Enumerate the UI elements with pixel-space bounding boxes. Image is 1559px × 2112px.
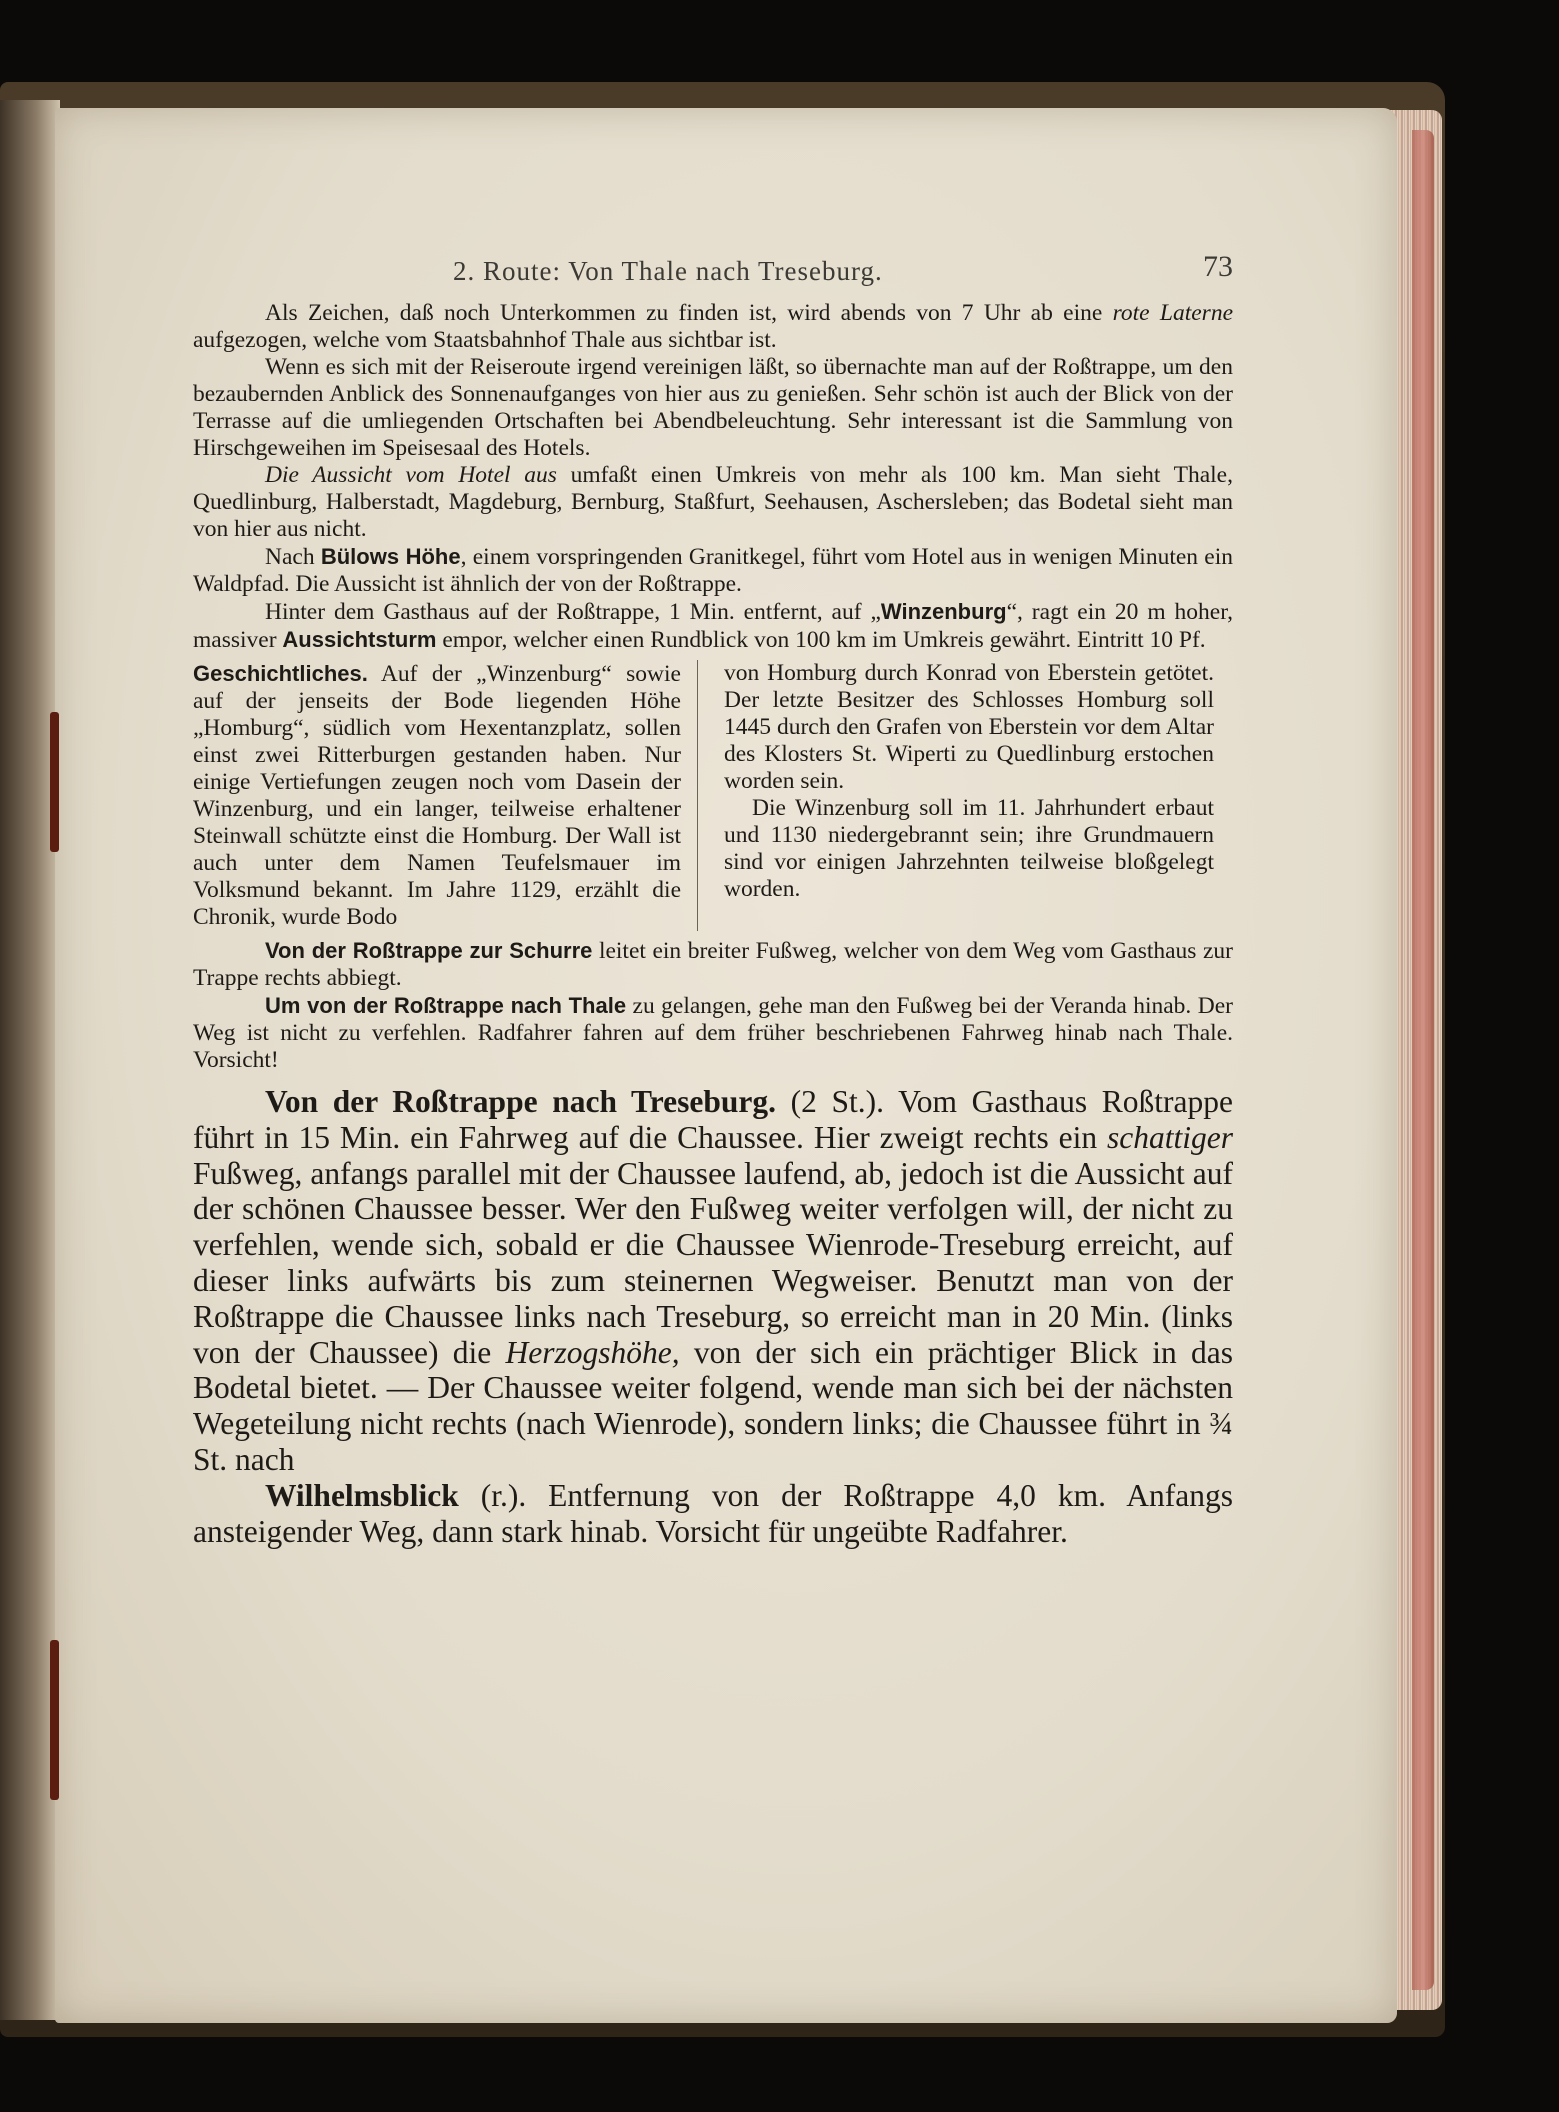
paragraph: Geschichtliches. Auf der „Winzenburg“ sowie auf der jenseits der Bode liegenden Höhe „Homburg“, südlich vom Hexentanzplatz, sollen einst zwei Ritterburgen gestanden haben. Nur einige Vertiefungen zeugen noch vom Dasein der Winzenburg, und ein langer, teilweise erhaltener Steinwall schützte einst die Homburg. Der Wall ist auch unter dem Namen Teufelsmauer im Volksmund bekannt. Im Jahre 1129, erzählt die Chronik, wurde Bodo xyxy=(193,661,681,930)
paragraph: Als Zeichen, daß noch Unterkommen zu finden ist, wird abends von 7 Uhr ab eine rote Laterne aufgezogen, welche vom Staatsbahnhof Thale aus sichtbar ist. xyxy=(193,300,1234,353)
running-header xyxy=(193,250,1233,300)
route-heading: Von der Roßtrappe nach Treseburg. xyxy=(265,1084,776,1119)
binding-thread-mark xyxy=(50,1640,59,1800)
history-left-column xyxy=(193,660,698,931)
route-section xyxy=(193,1084,1233,1549)
page-number: 73 xyxy=(1203,250,1233,283)
paragraph: Hinter dem Gasthaus auf der Roßtrappe, 1 Min. entfernt, auf „Winzenburg“, ragt ein 20 m hoher, massiver Aussichtsturm empor, welcher einen Rundblick von 100 km im Umkreis gewährt. Eintritt 10 Pf. xyxy=(193,599,1233,653)
running-title: 2. Route: Von Thale nach Treseburg. xyxy=(453,256,883,286)
history-columns xyxy=(193,660,1233,931)
paragraph: Die Winzenburg soll im 11. Jahrhundert erbaut und 1130 niedergebrannt sein; ihre Grundmauern sind vor einigen Jahrzehnten teilweise bloßgelegt worden. xyxy=(724,795,1214,902)
red-page-edge xyxy=(1412,130,1434,1990)
paragraph: von Homburg durch Konrad von Eberstein getötet. Der letzte Besitzer des Schlosses Homburg soll 1445 durch den Grafen von Eberstein vor dem Altar des Klosters St. Wiperti zu Quedlinburg erstochen worden sein. xyxy=(724,660,1214,794)
paragraph: Die Aussicht vom Hotel aus umfaßt einen Umkreis von mehr als 100 km. Man sieht Thale, Quedlinburg, Halberstadt, Magdeburg, Bernburg, Staßfurt, Seehausen, Aschersleben; das Bodetal sieht man von hier aus nicht. xyxy=(193,462,1233,542)
paragraph: Von der Roßtrappe zur Schurre leitet ein breiter Fußweg, welcher von dem Weg vom Gasthaus zur Trappe rechts abbiegt. xyxy=(193,938,1234,991)
page-content xyxy=(193,250,1233,1549)
paragraph: Wilhelmsblick (r.). Entfernung von der Roßtrappe 4,0 km. Anfangs ansteigender Weg, dann stark hinab. Vorsicht für ungeübte Radfahrer. xyxy=(193,1477,1233,1549)
binding-thread-mark xyxy=(50,712,59,852)
paragraph: Wenn es sich mit der Reiseroute irgend vereinigen läßt, so übernachte man auf der Roßtrappe, um den bezaubernden Anblick des Sonnenaufganges von hier aus zu genießen. Sehr schön ist auch der Blick von der Terrasse auf die umliegenden Ortschaften bei Abendbeleuchtung. Sehr interessant ist die Sammlung von Hirschgeweihen im Speisesaal des Hotels. xyxy=(193,354,1233,461)
paragraph: Von der Roßtrappe nach Treseburg. (2 St.). Vom Gasthaus Roßtrappe führt in 15 Min. ein Fahrweg auf die Chaussee. Hier zweigt rechts ein schattiger Fußweg, anfangs parallel mit der Chaussee laufend, ab, jedoch ist die Aussicht auf der schönen Chaussee besser. Wer den Fußweg weiter verfolgen will, der nicht zu verfehlen, wende sich, sobald er die Chaussee Wienrode-Treseburg erreicht, auf dieser links aufwärts bis zum steinernen Wegweiser. Benutzt man von der Roßtrappe die Chaussee links nach Treseburg, so erreicht man in 20 Min. (links von der Chaussee) die Herzogshöhe, von der sich ein prächtiger Blick in das Bodetal bietet. — Der Chaussee weiter folgend, wende man sich bei der nächsten Wegeteilung nicht rechts (nach Wienrode), sondern links; die Chaussee führt in ¾ St. nach xyxy=(193,1084,1233,1477)
history-right-column xyxy=(698,660,1214,931)
place-heading: Wilhelmsblick xyxy=(265,1477,459,1513)
paragraph: Um von der Roßtrappe nach Thale zu gelangen, gehe man den Fußweg bei der Veranda hinab. Der Weg ist nicht zu verfehlen. Radfahrer fahren auf dem früher beschriebenen Fahrweg hinab nach Thale. Vorsicht! xyxy=(193,993,1233,1073)
small-print-section xyxy=(193,300,1233,1074)
paragraph: Nach Bülows Höhe, einem vorspringenden Granitkegel, führt vom Hotel aus in wenigen Minuten ein Waldpfad. Die Aussicht ist ähnlich der von der Roßtrappe. xyxy=(193,544,1233,597)
